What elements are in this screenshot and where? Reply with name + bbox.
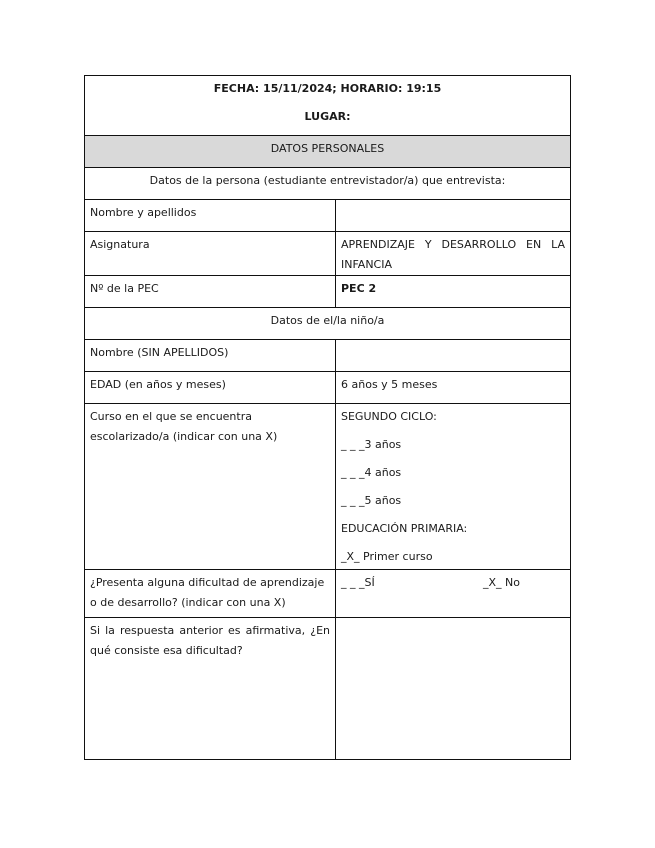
pec-row	[85, 276, 571, 308]
subject-label: Asignatura	[85, 232, 336, 276]
subject-value: APRENDIZAJE Y DESARROLLO EN LA INFANCIA	[336, 232, 571, 276]
pec-label: Nº de la PEC	[85, 276, 336, 308]
difficulty-label: ¿Presenta alguna dificultad de aprendizaje o de desarrollo? (indicar con una X)	[85, 570, 336, 618]
course-cycle-heading: SEGUNDO CICLO:	[341, 410, 437, 423]
header-row	[85, 76, 571, 136]
course-option-4[interactable]: _ _ _4 años	[341, 466, 402, 479]
child-course-row	[85, 404, 571, 570]
child-name-field[interactable]	[336, 340, 571, 372]
interviewer-name-field[interactable]	[336, 200, 571, 232]
section-title: DATOS PERSONALES	[85, 136, 571, 168]
difficulty-yes-option[interactable]: _ _ _SÍ	[341, 576, 375, 589]
course-label: Curso en el que se encuentra escolarizado/a (indicar con una X)	[85, 404, 336, 570]
child-age-value: 6 años y 5 meses	[336, 372, 571, 404]
course-option-primary[interactable]: _X_ Primer curso	[341, 550, 433, 563]
child-age-row	[85, 372, 571, 404]
interviewer-name-label: Nombre y apellidos	[85, 200, 336, 232]
child-heading: Datos de el/la niño/a	[85, 308, 571, 340]
date-time-line: FECHA: 15/11/2024; HORARIO: 19:15	[213, 82, 442, 95]
difficulty-detail-label: Si la respuesta anterior es afirmativa, ¿En qué consiste esa dificultad?	[85, 618, 336, 760]
difficulty-detail-row	[85, 618, 571, 760]
personal-data-form	[84, 75, 571, 760]
child-age-label: EDAD (en años y meses)	[85, 372, 336, 404]
difficulty-detail-field[interactable]	[336, 618, 571, 760]
course-option-3[interactable]: _ _ _3 años	[341, 438, 402, 451]
child-name-label: Nombre (SIN APELLIDOS)	[85, 340, 336, 372]
interviewer-heading-row	[85, 168, 571, 200]
interviewer-name-row	[85, 200, 571, 232]
child-heading-row	[85, 308, 571, 340]
course-option-5[interactable]: _ _ _5 años	[341, 494, 402, 507]
course-primary-heading: EDUCACIÓN PRIMARIA:	[341, 522, 468, 535]
interviewer-heading: Datos de la persona (estudiante entrevistador/a) que entrevista:	[85, 168, 571, 200]
subject-row	[85, 232, 571, 276]
difficulty-row	[85, 570, 571, 618]
difficulty-no-option[interactable]: _X_ No	[483, 576, 520, 589]
place-line: LUGAR:	[304, 110, 351, 123]
pec-value: PEC 2	[336, 276, 571, 308]
section-title-row	[85, 136, 571, 168]
child-name-row	[85, 340, 571, 372]
